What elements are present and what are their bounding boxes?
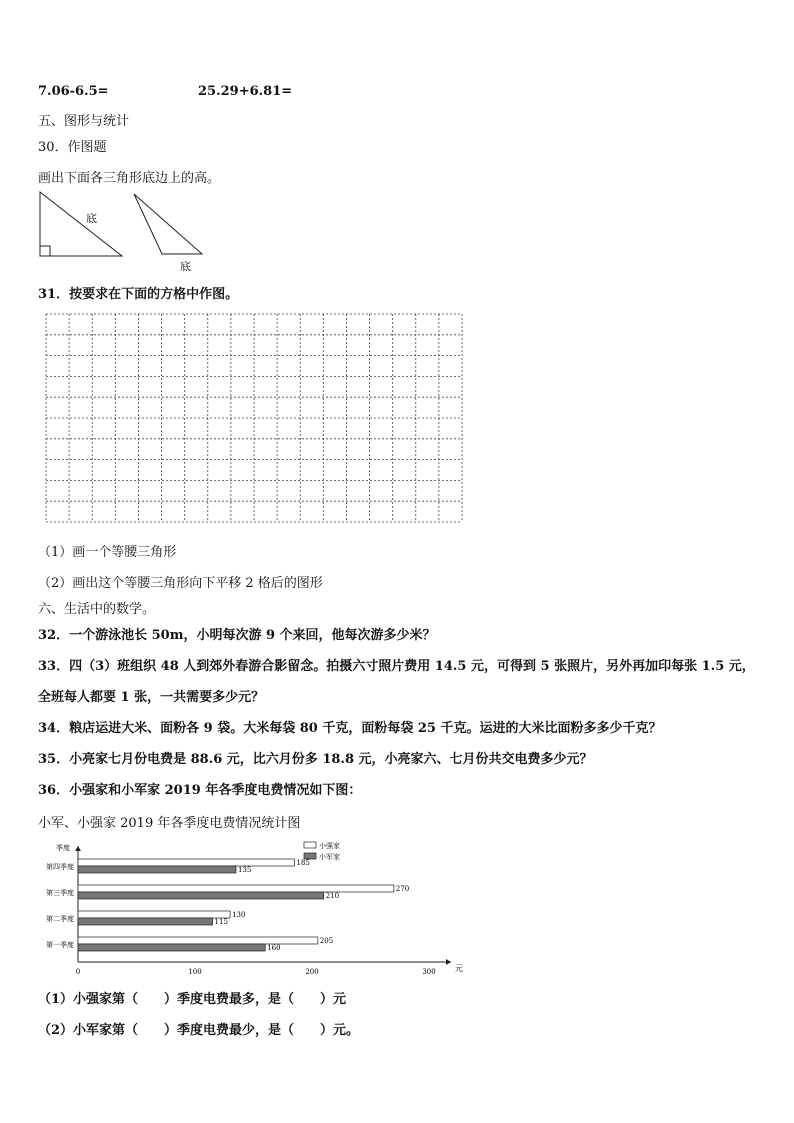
triangles-figure — [36, 190, 216, 275]
x-tick-label: 0 — [75, 968, 81, 976]
q36-title: 36．小强家和小军家 2019 年各季度电费情况如下图： — [38, 783, 362, 798]
drawing-grid[interactable] — [45, 313, 465, 525]
bar-value-label: 130 — [232, 911, 246, 919]
q30-instruction: 画出下面各三角形底边上的高。 — [38, 171, 221, 186]
bar — [78, 937, 318, 944]
legend-label: 小强家 — [319, 842, 340, 850]
bar-value-label: 205 — [319, 937, 334, 945]
bar-value-label: 135 — [237, 866, 252, 874]
category-label: 第三季度 — [46, 889, 74, 897]
right-triangle — [40, 192, 122, 256]
category-label: 第四季度 — [46, 863, 74, 871]
category-label: 第二季度 — [46, 915, 74, 923]
arith-eq2: 25.29+6.81= — [198, 84, 293, 99]
q36-sub1: （1）小强家第（ ）季度电费最多，是（ ）元 — [38, 992, 347, 1007]
bar — [78, 866, 236, 873]
y-axis-label: 季度 — [56, 844, 70, 852]
bar-chart — [36, 838, 463, 978]
q31-task1: （1）画一个等腰三角形 — [38, 545, 177, 560]
category-label: 第一季度 — [46, 941, 74, 949]
q33-line2: 全班每人都要 1 张，一共需要多少元？ — [38, 690, 265, 705]
triangle2-base-label: 底 — [180, 260, 191, 273]
q34: 34．粮店运进大米、面粉各 9 袋。大米每袋 80 千克，面粉每袋 25 千克。运进的大米比面粉多多少千克？ — [38, 721, 662, 736]
q36-sub2: （2）小军家第（ ）季度电费最少，是（ ）元。 — [38, 1023, 360, 1038]
q31-task2: （2）画出这个等腰三角形向下平移 2 格后的图形 — [38, 576, 323, 591]
bar-value-label: 115 — [214, 918, 228, 926]
bar — [78, 944, 265, 951]
bar-value-label: 210 — [325, 892, 340, 900]
chart-title: 小军、小强家 2019 年各季度电费情况统计图 — [38, 816, 301, 831]
arith-eq1: 7.06-6.5= — [38, 84, 109, 99]
bar-value-label: 270 — [395, 885, 410, 893]
obtuse-triangle — [134, 194, 202, 254]
x-axis-label: 元 — [455, 964, 463, 973]
bar — [78, 885, 394, 892]
x-tick-label: 300 — [422, 968, 436, 976]
legend-swatch — [304, 853, 316, 859]
y-axis-arrow — [75, 846, 81, 851]
q33-line1: 33．四（3）班组织 48 人到郊外春游合影留念。拍摄六寸照片费用 14.5 元，可得到 5 张照片，另外再加印每张 1.5 元， — [38, 659, 755, 674]
x-axis-arrow — [446, 959, 451, 965]
bar-value-label: 160 — [267, 944, 281, 952]
x-tick-label: 100 — [188, 968, 202, 976]
bar-value-label: 185 — [296, 859, 310, 867]
bar — [78, 859, 294, 866]
section5-heading: 五、图形与统计 — [38, 114, 130, 129]
q32: 32．一个游泳池长 50m，小明每次游 9 个来回，他每次游多少米？ — [38, 628, 436, 643]
legend-label: 小军家 — [319, 853, 340, 861]
legend-swatch — [304, 842, 316, 848]
section6-heading: 六、生活中的数学。 — [38, 602, 156, 617]
q35: 35．小亮家七月份电费是 88.6 元，比六月份多 18.8 元，小亮家六、七月份共交电费多少元？ — [38, 752, 593, 767]
right-angle-mark — [40, 246, 50, 256]
triangle1-base-label: 底 — [86, 212, 97, 225]
q30-title: 30．作图题 — [38, 140, 107, 155]
x-tick-label: 200 — [305, 968, 319, 976]
bar — [78, 918, 213, 925]
bar — [78, 911, 230, 918]
q31-title: 31．按要求在下面的方格中作图。 — [38, 287, 239, 302]
bar — [78, 892, 324, 899]
